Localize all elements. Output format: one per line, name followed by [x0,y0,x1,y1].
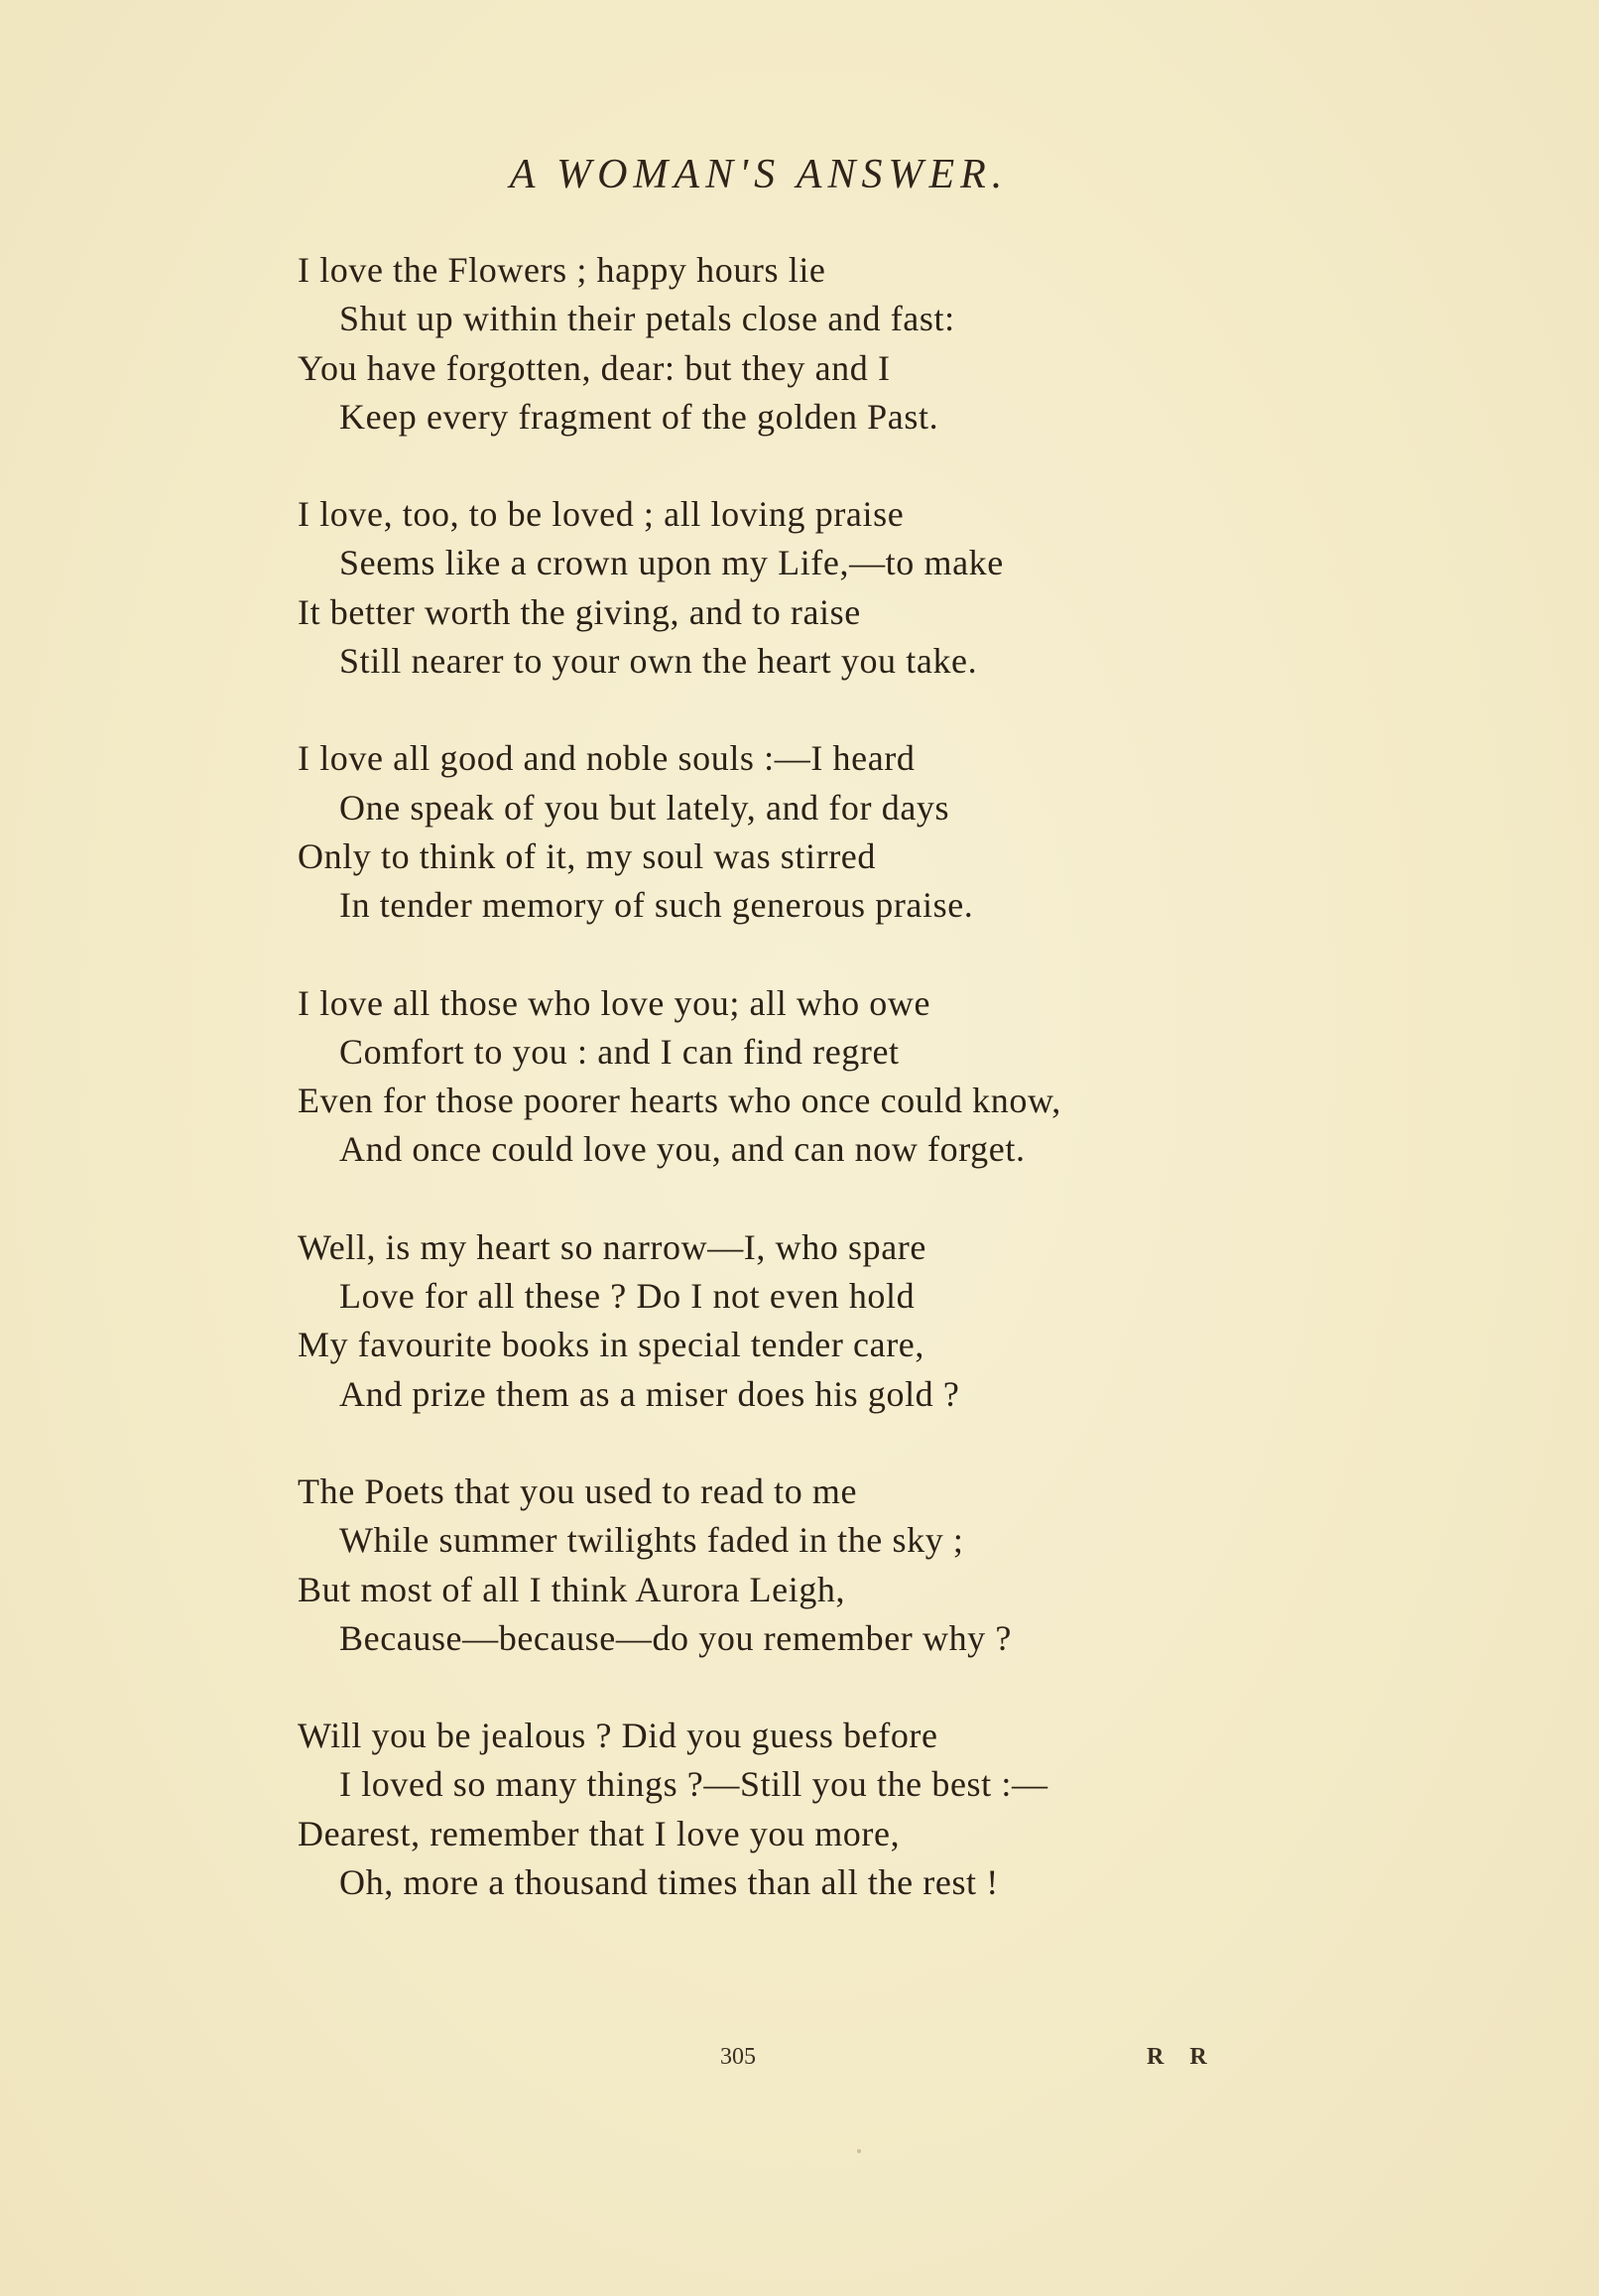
poem-line: Seems like a crown upon my Life,—to make [339,543,1004,583]
poem-line: While summer twilights faded in the sky ; [339,1520,964,1561]
poem-line: Because—because—do you remember why ? [339,1617,1012,1658]
poem-line: Comfort to you : and I can find regret [339,1031,900,1072]
poem-body [298,246,1290,1956]
page-number: 305 [720,2044,756,2070]
poem-line: I love all those who love you; all who owe [298,982,931,1023]
poem-line: I love, too, to be loved ; all loving praise [298,494,905,535]
poem-line: In tender memory of such generous praise. [339,885,974,926]
signature-mark: R R [1147,2044,1217,2070]
stanza-6 [298,1467,1290,1663]
poem-line: Still nearer to your own the heart you take. [339,641,978,682]
poem-line: Only to think of it, my soul was stirred [298,835,876,876]
poem-line: Even for those poorer hearts who once could know, [298,1081,1061,1121]
poem-line: It better worth the giving, and to raise [298,591,861,632]
stanza-2 [298,490,1290,686]
poem-line: I love the Flowers ; happy hours lie [298,250,826,290]
poem-line: You have forgotten, dear: but they and I [298,347,891,388]
poem-line: I loved so many things ?—Still you the best :— [339,1764,1048,1805]
paper-speck [857,2149,861,2153]
poem-line: One speak of you but lately, and for days [339,787,950,828]
poem-line: Will you be jealous ? Did you guess before [298,1716,938,1756]
poem-line: Keep every fragment of the golden Past. [339,396,939,437]
poem-line: Dearest, remember that I love you more, [298,1813,901,1853]
poem-line: And prize them as a miser does his gold ? [339,1373,960,1414]
stanza-1 [298,246,1290,442]
stanza-5 [298,1223,1290,1419]
poem-line: I love all good and noble souls :—I heard [298,738,916,779]
poem-line: Oh, more a thousand times than all the rest ! [339,1862,999,1903]
poem-line: The Poets that you used to read to me [298,1470,858,1511]
poem-line: Shut up within their petals close and fast: [339,299,955,339]
stanza-4 [298,979,1290,1175]
poem-title: A WOMAN'S ANSWER. [509,152,1009,197]
stanza-3 [298,734,1290,930]
stanza-7 [298,1712,1290,1907]
poem-line: But most of all I think Aurora Leigh, [298,1569,846,1609]
poem-line: And once could love you, and can now forget. [339,1129,1026,1170]
poem-line: My favourite books in special tender care, [298,1325,924,1365]
poem-line: Love for all these ? Do I not even hold [339,1276,916,1317]
poem-line: Well, is my heart so narrow—I, who spare [298,1226,926,1267]
